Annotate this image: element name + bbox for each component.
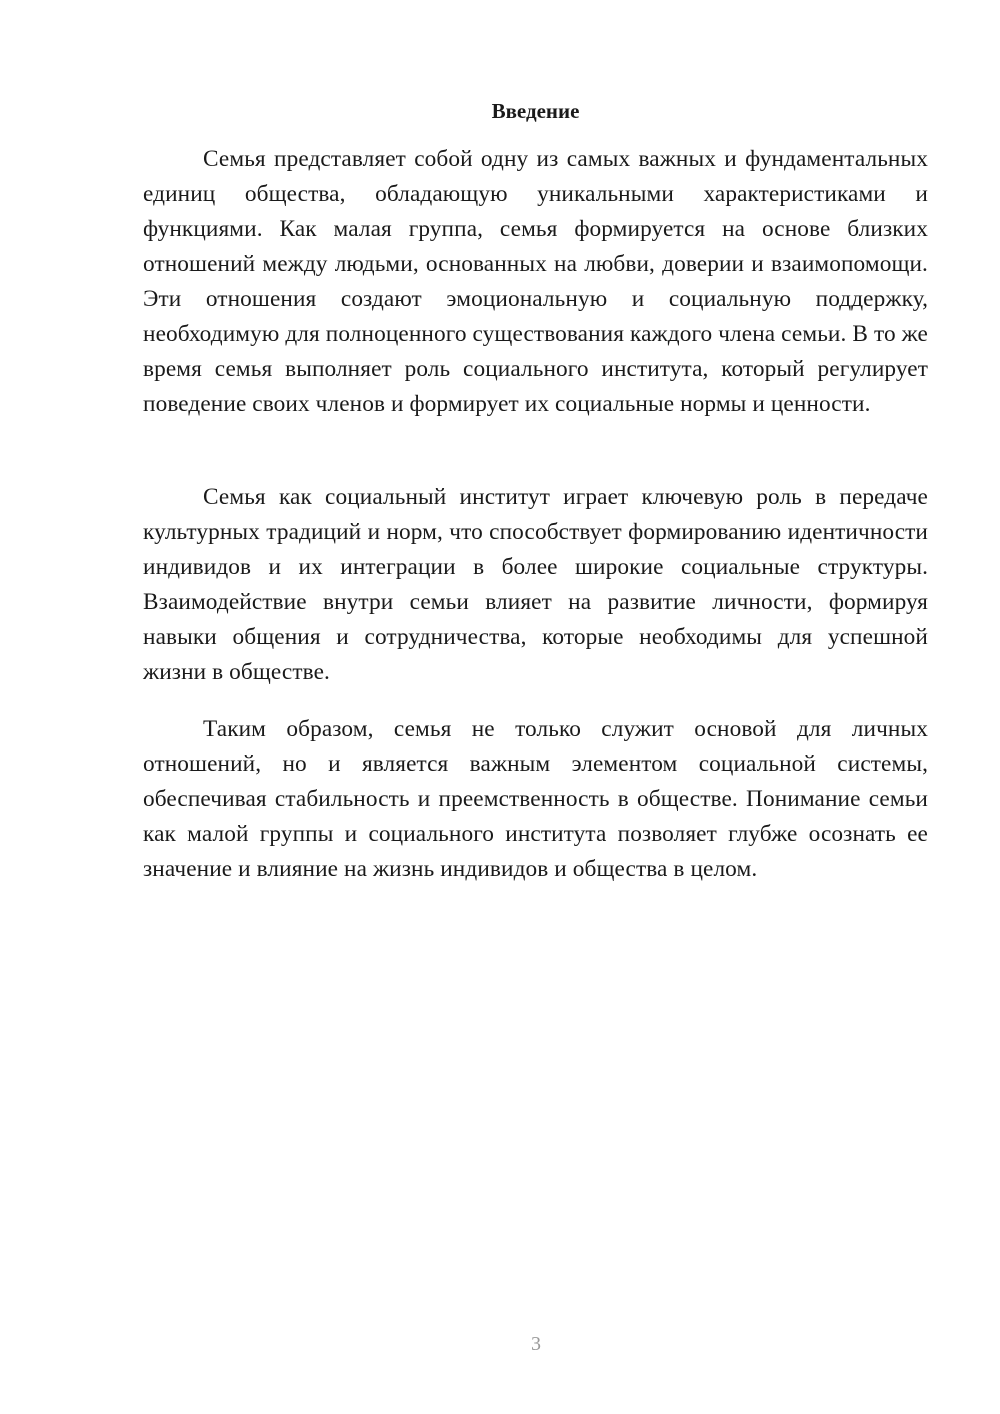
paragraph-3: Таким образом, семья не только служит основой для личных отношений, но и является важным элементом социальной системы, обеспечивая стабильность и преемственность в обществе. Понимание семьи как малой группы и социального института позволяет глубже осознать ее значение и влияние на жизнь индивидов и общества в целом. (143, 716, 928, 882)
page-number: 3 (531, 1333, 541, 1355)
paragraph-2: Семья как социальный институт играет ключевую роль в передаче культурных традиций и норм, что способствует формированию идентичности индивидов и их интеграции в более широкие социальные структуры. Взаимодействие внутри семьи влияет на развитие личности, формируя навыки общения и сотрудничества, которые необходимы для успешной жизни в обществе. (143, 484, 928, 685)
page-title: Введение (491, 99, 580, 123)
paragraph-1: Семья представляет собой одну из самых важных и фундаментальных единиц общества, обладающую уникальными характеристиками и функциями. Как малая группа, семья формируется на основе близких отношений между людьми, основанных на любви, доверии и взаимопомощи. Эти отношения создают эмоциональную и социальную поддержку, необходимую для полноценного существования каждого члена семьи. В то же время семья выполняет роль социального института, который регулирует поведение своих членов и формирует их социальные нормы и ценности. (143, 146, 928, 417)
